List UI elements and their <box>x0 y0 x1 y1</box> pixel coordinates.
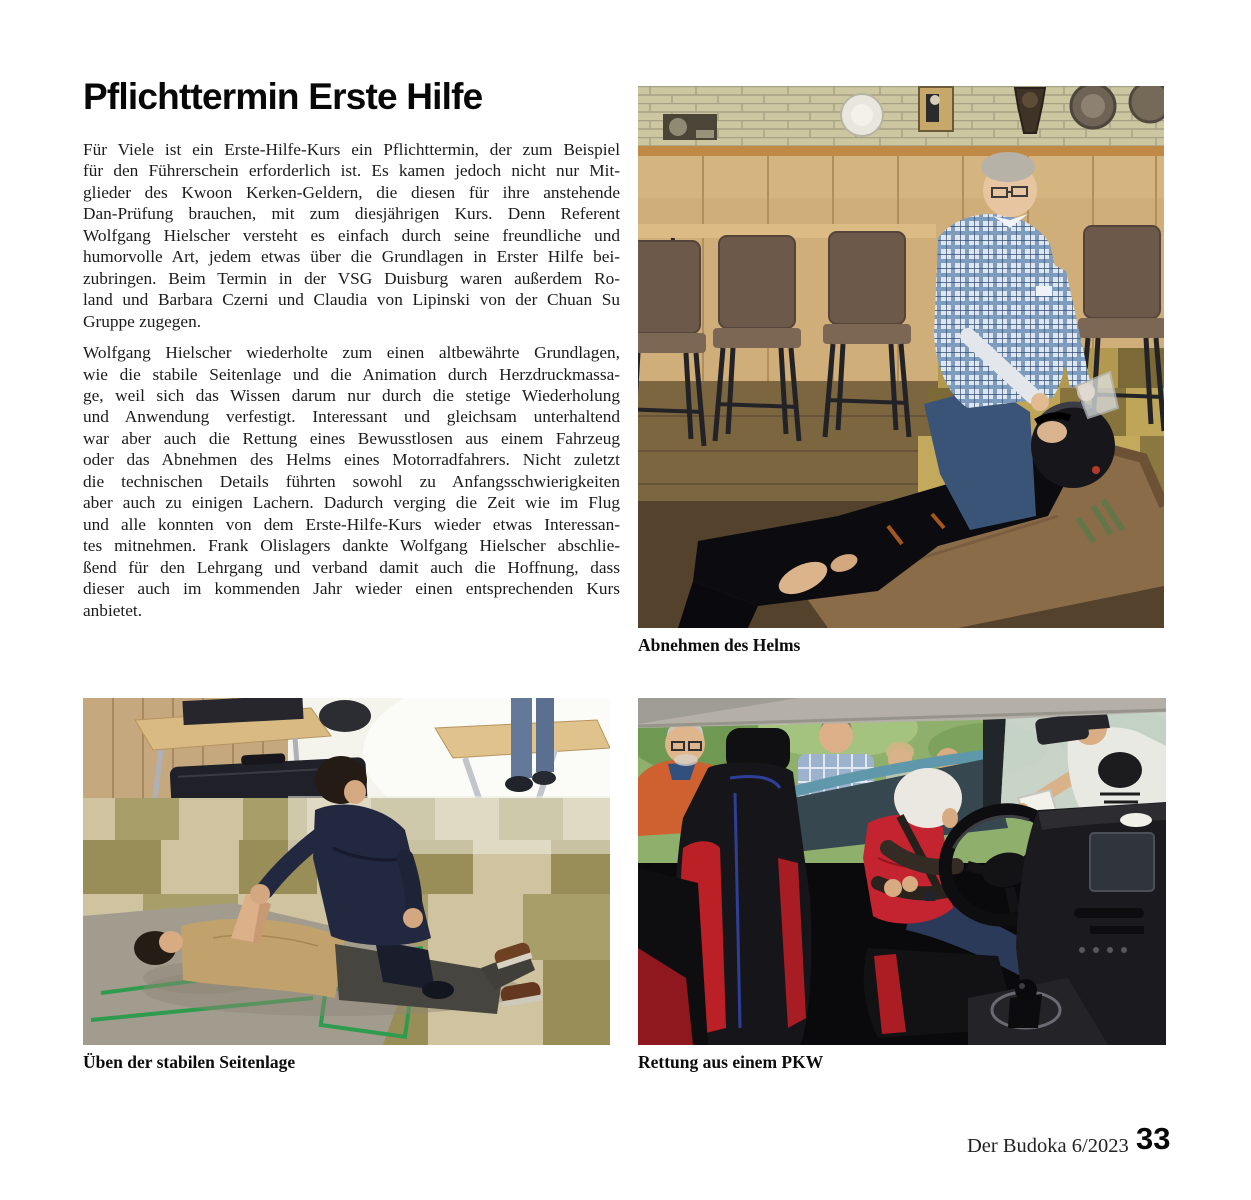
text-line: für den Führerschein erforderlich ist. Es kamen jedoch nicht nur Mit- <box>83 161 620 181</box>
text-line: Wolfgang Hielscher versteht es einfach durch seine freundliche und <box>83 225 620 245</box>
recovery-position-image <box>83 698 610 1045</box>
text-line: humorvolle Art, jedem etwas über die Grundlagen in Erster Hilfe bei- <box>83 247 620 267</box>
helmet-removal-image <box>638 86 1164 628</box>
text-line: anbietet. <box>83 600 143 620</box>
rear-seat <box>638 868 708 1045</box>
text-line: Wolfgang Hielscher wiederholte zum einen altbewährte Grundlagen, <box>83 343 620 363</box>
text-line: die technischen Details führten sowohl zu Anfangsschwierigkeiten <box>83 471 620 491</box>
text-line: und Anwendung verfestigt. Interessant und gleichsam unterhaltend <box>83 407 620 427</box>
article-body <box>83 139 620 631</box>
tissue-on-dash <box>1120 813 1152 827</box>
text-line: war aber auch die Rettung eines Bewusstlosen aus einem Fahrzeug <box>83 428 620 448</box>
text-line: zubringen. Beim Termin in der VSG Duisburg waren außerdem Ro- <box>83 268 620 288</box>
photo-caption-recovery: Üben der stabilen Seitenlage <box>83 1052 296 1072</box>
photo-helmet-removal <box>638 86 1164 655</box>
text-line: tes mitnehmen. Frank Olislagers dankte Wolfgang Hielscher abschlie- <box>83 536 620 556</box>
text-line: Gruppe zugegen. <box>83 311 202 331</box>
text-line: oder das Abnehmen des Helms eines Motorradfahrers. Nicht zuletzt <box>83 450 620 470</box>
paragraph <box>83 139 620 332</box>
touchscreen <box>1090 833 1154 891</box>
photo-car-rescue <box>638 698 1166 1072</box>
text-line: land und Barbara Czerni und Claudia von Lipinski von der Chuan Su <box>83 290 620 310</box>
text-line: aber auch zu einigen Lachern. Dadurch verging die Zeit wie im Flug <box>83 493 620 513</box>
magazine-name: Der Budoka 6/2023 <box>967 1135 1129 1157</box>
text-line: wie die stabile Seitenlage und die Animation durch Herzdruckmassa- <box>83 364 620 384</box>
photo-caption-helmet: Abnehmen des Helms <box>638 635 801 655</box>
paragraph <box>83 342 620 621</box>
car-rescue-image <box>638 698 1166 1045</box>
text-line: und alle konnten von dem Erste-Hilfe-Kurs wieder etwas Interessan- <box>83 514 620 534</box>
text-line: Dan-Prüfung brauchen, mit zum diesjährigen Kurs. Denn Referent <box>83 204 620 224</box>
text-line: dieser auch im kommenden Jahr wieder einen entsprechenden Kurs <box>83 579 620 599</box>
photo-recovery-position <box>83 698 610 1072</box>
bystander-legs <box>505 698 556 792</box>
wood-rail <box>638 146 1164 156</box>
article-title: Pflichttermin Erste Hilfe <box>83 76 483 117</box>
photo-caption-car-rescue: Rettung aus einem PKW <box>638 1052 824 1072</box>
text-line: ßend für den Lehrgang und verband damit auch die Hoffnung, dass <box>83 557 620 577</box>
text-line: Für Viele ist ein Erste-Hilfe-Kurs ein Pflichttermin, der zum Beispiel <box>83 140 620 159</box>
page-number: 33 <box>1136 1121 1171 1156</box>
text-line: glieder des Kwoon Kerken-Geldern, die diesen für ihre anstehende <box>83 182 620 202</box>
text-line: ge, weil sich das Wissen darum nur durch die stetige Wiederholung <box>83 385 620 405</box>
